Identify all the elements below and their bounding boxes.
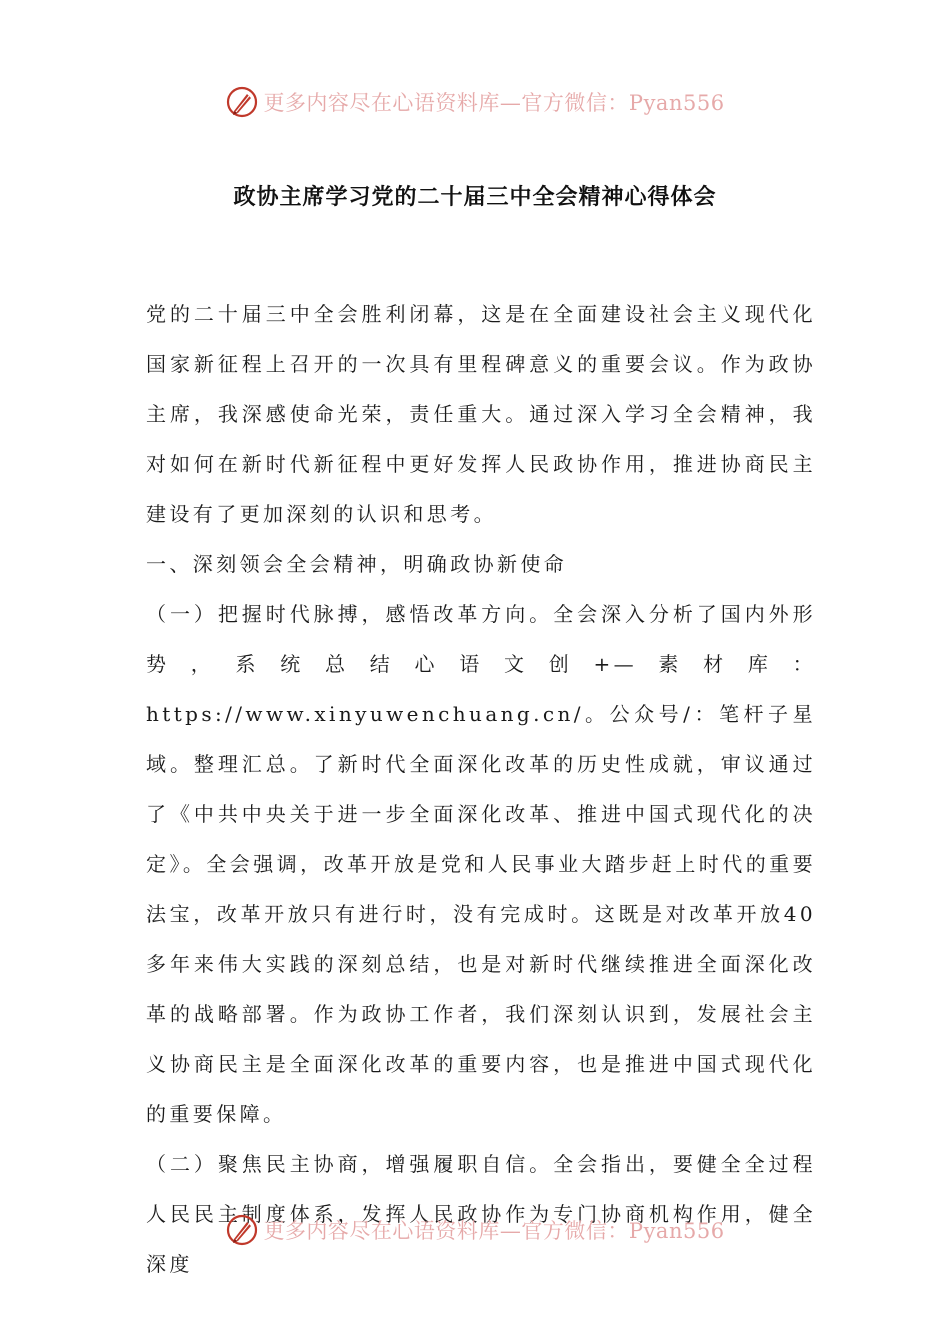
- paragraph-1-1: （一）把握时代脉搏，感悟改革方向。全会深入分析了国内外形势，系统总结心语文创+—素材库：https://www.xinyuwenchuang.cn/。公众号/：笔杆子星域。整理汇总。了新时代全面深化改革的历史性成就，审议通过了《中共中央关于进一步全面深化改革、推进中国式现代化的决定》。全会强调，改革开放是党和人民事业大踏步赶上时代的重要法宝，改革开放只有进行时，没有完成时。这既是对改革开放40多年来伟大实践的深刻总结，也是对新时代继续推进全面深化改革的战略部署。作为政协工作者，我们深刻认识到，发展社会主义协商民主是全面深化改革的重要内容，也是推进中国式现代化的重要保障。: [146, 602, 816, 1126]
- pen-nib-logo-icon: [225, 1213, 259, 1247]
- section-heading-1: 一、深刻领会全会精神，明确政协新使命: [146, 552, 568, 576]
- header-watermark: [0, 82, 950, 122]
- footer-watermark-text: 更多内容尽在心语资料库—官方微信：Pyan556: [263, 1219, 725, 1243]
- footer-watermark: [0, 1210, 950, 1250]
- pen-nib-logo-icon: [225, 85, 259, 119]
- document-body: [146, 289, 816, 1289]
- paragraph-1-2: （二）聚焦民主协商，增强履职自信。全会指出，要健全全过程人民民主制度体系，发挥人民政协作为专门协商机构作用，健全深度: [146, 1152, 816, 1276]
- header-watermark-text: 更多内容尽在心语资料库—官方微信：Pyan556: [263, 91, 725, 115]
- paragraph-intro: 党的二十届三中全会胜利闭幕，这是在全面建设社会主义现代化国家新征程上召开的一次具有里程碑意义的重要会议。作为政协主席，我深感使命光荣，责任重大。通过深入学习全会精神，我对如何在新时代新征程中更好发挥人民政协作用，推进协商民主建设有了更加深刻的认识和思考。: [146, 302, 816, 526]
- document-title: 政协主席学习党的二十届三中全会精神心得体会: [233, 185, 717, 210]
